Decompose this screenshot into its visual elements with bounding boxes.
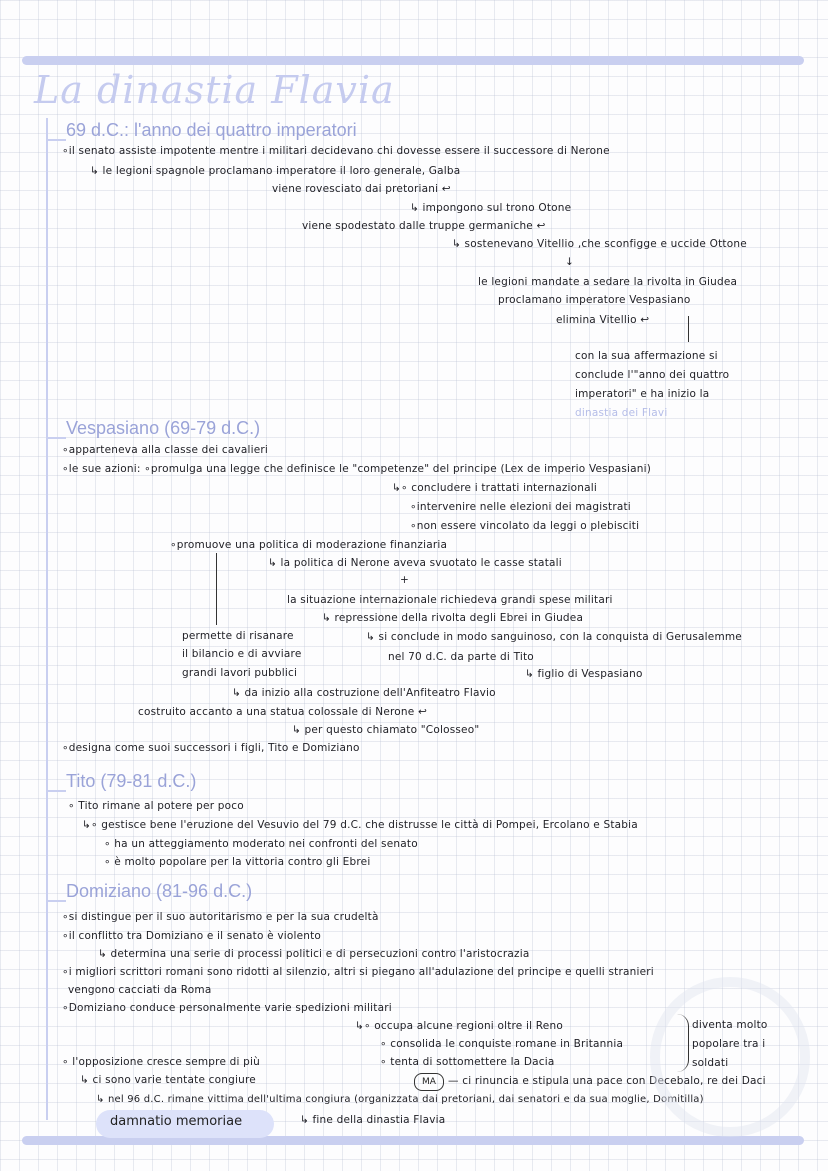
note-line: ∘il senato assiste impotente mentre i militari decidevano chi dovesse essere il successore di Nerone [62, 145, 610, 157]
note-line: diventa molto [692, 1019, 768, 1031]
note-line: permette di risanare [182, 630, 294, 642]
section-heading-quattro-imperatori: 69 d.C.: l'anno dei quattro imperatori [66, 120, 357, 140]
top-border-bar [22, 56, 804, 65]
note-line: dinastia dei Flavi [575, 407, 668, 419]
note-line: viene rovesciato dai pretoriani ↩ [272, 183, 451, 195]
note-line: ↳ figlio di Vespasiano [525, 668, 643, 680]
section-3-rule [46, 790, 66, 792]
note-line: il bilancio e di avviare [182, 648, 302, 660]
section-heading-domiziano: Domiziano (81-96 d.C.) [66, 881, 253, 901]
note-line: ↳ si conclude in modo sanguinoso, con la conquista di Gerusalemme [366, 631, 742, 643]
note-line: vengono cacciati da Roma [68, 984, 212, 996]
note-line: le legioni mandate a sedare la rivolta in Giudea [478, 276, 738, 288]
note-line: ∘ ha un atteggiamento moderato nei confronti del senato [104, 838, 418, 850]
note-line: ∘apparteneva alla classe dei cavalieri [62, 444, 269, 456]
note-line: ∘ tenta di sottomettere la Dacia [380, 1056, 555, 1068]
note-line: elimina Vitellio ↩ [556, 314, 650, 326]
note-line: ∘si distingue per il suo autoritarismo e per la sua crudeltà [62, 911, 379, 923]
note-line: ∘ consolida le conquiste romane in Britannia [380, 1038, 624, 1050]
note-line: ∘non essere vincolato da leggi o plebisciti [410, 520, 640, 532]
note-line: la situazione internazionale richiedeva grandi spese militari [287, 594, 613, 606]
section-1-rule [46, 139, 66, 141]
note-line: ↳ le legioni spagnole proclamano imperatore il loro generale, Galba [90, 165, 461, 177]
note-line: ∘designa come suoi successori i figli, Tito e Domiziano [62, 742, 360, 754]
page-title: La dinastia Flavia [34, 68, 395, 112]
note-line: ↳ impongono sul trono Otone [410, 202, 572, 214]
note-line: popolare tra i [692, 1038, 766, 1050]
note-line: nel 70 d.C. da parte di Tito [388, 651, 534, 663]
plus-sign: + [400, 574, 409, 586]
note-line: viene spodestato dalle truppe germaniche ↩ [302, 220, 546, 232]
section-2-rule [46, 437, 66, 439]
note-line: ↳∘ gestisce bene l'eruzione del Vesuvio del 79 d.C. che distrusse le città di Pompei, Ercolano e Stabia [82, 819, 638, 831]
decorative-watermark-shape [650, 977, 810, 1137]
note-line: costruito accanto a una statua colossale di Nerone ↩ [138, 706, 427, 718]
note-line: — ci rinuncia e stipula una pace con Decebalo, re dei Daci [448, 1075, 766, 1087]
connector-line [688, 316, 689, 342]
section-rail [46, 118, 48, 1120]
ma-badge: MA [414, 1073, 444, 1091]
note-line: conclude l'"anno dei quattro [575, 369, 730, 381]
damnatio-memoriae-label: damnatio memoriae [110, 1114, 243, 1129]
note-line: ↳ sostenevano Vitellio ,che sconfigge e uccide Ottone [452, 238, 747, 250]
note-line: ∘intervenire nelle elezioni dei magistrati [410, 501, 631, 513]
section-heading-tito: Tito (79-81 d.C.) [66, 771, 197, 791]
note-line: imperatori" e ha inizio la [575, 388, 710, 400]
note-line: ↳ la politica di Nerone aveva svuotato le casse statali [268, 557, 562, 569]
note-line: ∘il conflitto tra Domiziano e il senato è violento [62, 930, 322, 942]
down-arrow: ↓ [565, 256, 574, 268]
note-line: ↳ ci sono varie tentate congiure [80, 1074, 256, 1086]
note-line: ↳∘ occupa alcune regioni oltre il Reno [355, 1020, 563, 1032]
note-line: ∘ Tito rimane al potere per poco [68, 800, 244, 812]
section-4-rule [46, 900, 66, 902]
note-line: ↳ da inizio alla costruzione dell'Anfiteatro Flavio [232, 687, 496, 699]
note-line: ↳ repressione della rivolta degli Ebrei in Giudea [322, 612, 584, 624]
note-line: ↳ nel 96 d.C. rimane vittima dell'ultima congiura (organizzata dai pretoriani, dai senatori e da sua moglie, Domitilla) [96, 1094, 704, 1105]
section-heading-vespasiano: Vespasiano (69-79 d.C.) [66, 418, 261, 438]
note-line: proclamano imperatore Vespasiano [498, 294, 691, 306]
note-line: ∘promuove una politica di moderazione finanziaria [170, 539, 448, 551]
connector-line [216, 553, 217, 625]
note-line: ∘ l'opposizione cresce sempre di più [62, 1056, 261, 1068]
note-line: grandi lavori pubblici [182, 667, 298, 679]
note-line: ↳∘ concludere i trattati internazionali [392, 482, 598, 494]
note-line: ↳ determina una serie di processi politici e di persecuzioni contro l'aristocrazia [98, 948, 530, 960]
note-line: ∘i migliori scrittori romani sono ridotti al silenzio, altri si piegano all'adulazione del principe e quelli stranieri [62, 966, 654, 978]
note-line: ↳ per questo chiamato "Colosseo" [292, 724, 480, 736]
note-line: con la sua affermazione si [575, 350, 718, 362]
note-line: ∘Domiziano conduce personalmente varie spedizioni militari [62, 1002, 392, 1014]
note-line: ∘le sue azioni: ∘promulga una legge che definisce le "competenze" del principe (Lex de imperio Vespasiani) [62, 463, 652, 475]
note-line: soldati [692, 1057, 729, 1069]
note-line: ∘ è molto popolare per la vittoria contro gli Ebrei [104, 856, 371, 868]
note-line: ↳ fine della dinastia Flavia [300, 1114, 446, 1126]
